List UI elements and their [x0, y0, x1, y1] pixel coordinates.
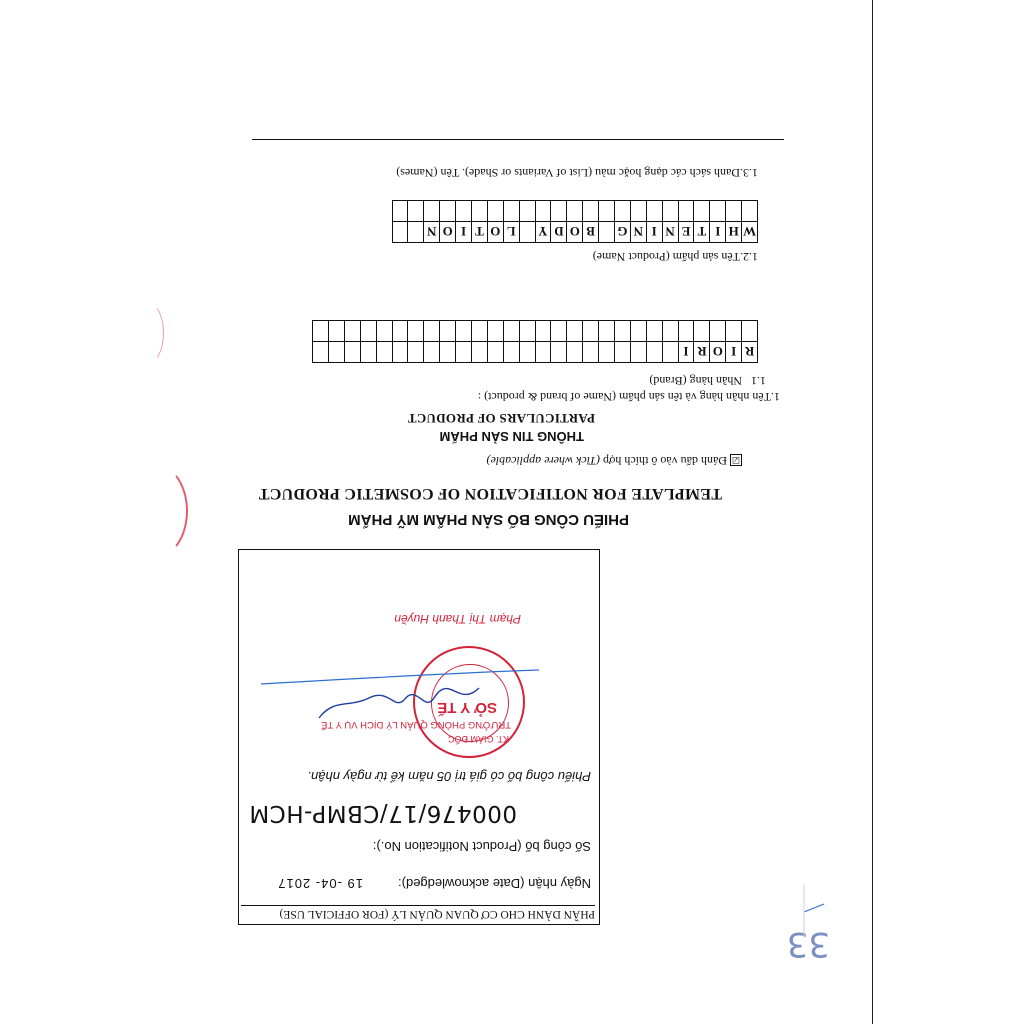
date-acknowledged-value: 19 -04- 2017 — [277, 876, 363, 891]
letter-cell — [725, 200, 741, 221]
letter-cell — [471, 341, 487, 362]
letter-cell — [614, 200, 630, 221]
letter-cell — [392, 221, 408, 242]
letter-cell — [487, 341, 503, 362]
letter-cell: E — [678, 221, 694, 242]
letter-cell — [360, 341, 376, 362]
letter-cell — [535, 320, 551, 341]
letter-cell — [598, 320, 614, 341]
letter-cell: R — [693, 341, 709, 362]
letter-cell — [407, 320, 423, 341]
letter-cell — [392, 320, 408, 341]
letter-cell — [360, 320, 376, 341]
letter-cell — [566, 320, 582, 341]
letter-cell: O — [709, 341, 725, 362]
margin-pen-mark — [794, 874, 874, 944]
section-title-vi: THÔNG TIN SẢN PHẨM — [439, 429, 584, 444]
tick-instruction — [486, 453, 742, 468]
letter-cell — [646, 200, 662, 221]
letter-cell — [519, 200, 535, 221]
letter-cell — [630, 320, 646, 341]
letter-cell — [487, 200, 503, 221]
letter-cell — [630, 200, 646, 221]
letter-cell: O — [566, 221, 582, 242]
seal-center-text: SỞ Y TẾ — [437, 699, 497, 716]
letter-cell: R — [741, 341, 757, 362]
letter-cell — [328, 341, 344, 362]
letter-cell — [709, 320, 725, 341]
letter-cell — [312, 341, 328, 362]
letter-cell: I — [678, 341, 694, 362]
letter-cell — [535, 200, 551, 221]
letter-cell — [725, 320, 741, 341]
letter-cell — [455, 320, 471, 341]
letter-cell — [646, 320, 662, 341]
letter-cell — [407, 200, 423, 221]
item-1-3-label: 1.3.Danh sách các dạng hoặc màu (List of Variants or Shade). Tên (Names) — [396, 166, 758, 180]
letter-cell: D — [550, 221, 566, 242]
letter-cell: N — [630, 221, 646, 242]
letter-cell — [550, 341, 566, 362]
letter-cell — [439, 341, 455, 362]
product-letter-grid — [392, 221, 758, 243]
letter-cell — [550, 200, 566, 221]
signer-name: Phạm Thị Thanh Huyền — [394, 612, 521, 626]
letter-cell: T — [693, 221, 709, 242]
item-1-1-label: Nhãn hàng (Brand) — [649, 374, 742, 388]
notification-number-value: 000476/17/CBMP-HCM — [248, 800, 517, 826]
letter-cell: I — [725, 341, 741, 362]
letter-cell: I — [646, 221, 662, 242]
product-letter-grid-row2 — [392, 200, 758, 222]
letter-cell — [455, 200, 471, 221]
letter-cell — [439, 200, 455, 221]
letter-cell — [407, 221, 423, 242]
letter-cell — [678, 320, 694, 341]
letter-cell — [503, 341, 519, 362]
tick-instruction-text: Đánh dấu vào ô thích hợp — [603, 454, 727, 468]
item-1-1-number: 1.1 — [751, 374, 766, 388]
letter-cell: B — [582, 221, 598, 242]
letter-cell — [407, 341, 423, 362]
notification-number-label: Số công bố (Product Notification No.): — [372, 839, 591, 854]
official-use-header: PHẦN DÀNH CHO CƠ QUAN QUẢN LÝ (FOR OFFICIAL USE) — [241, 905, 595, 920]
letter-cell — [614, 341, 630, 362]
letter-cell: O — [487, 221, 503, 242]
official-use-box — [238, 549, 600, 925]
letter-cell — [741, 320, 757, 341]
item-1-3-rule — [252, 139, 784, 140]
letter-cell — [582, 341, 598, 362]
margin-page-note: 33 — [786, 924, 830, 964]
letter-cell: H — [725, 221, 741, 242]
letter-cell: I — [455, 221, 471, 242]
stamp-title-line2: TRƯỞNG PHÒNG QUẢN LÝ DỊCH VỤ Y TẾ — [321, 719, 511, 730]
form-title-vi: PHIẾU CÔNG BỐ SẢN PHẨM MỸ PHẨM — [348, 511, 629, 528]
letter-cell: W — [741, 221, 757, 242]
letter-cell — [598, 221, 614, 242]
letter-cell — [678, 200, 694, 221]
letter-cell — [598, 200, 614, 221]
brand-letter-grid — [312, 341, 758, 363]
letter-cell — [693, 200, 709, 221]
letter-cell — [519, 221, 535, 242]
letter-cell — [582, 320, 598, 341]
letter-cell — [392, 341, 408, 362]
letter-cell — [376, 320, 392, 341]
stamp-title-line1: KT. GIÁM ĐỐC — [447, 734, 509, 744]
letter-cell — [646, 341, 662, 362]
letter-cell — [662, 320, 678, 341]
form-title-en: TEMPLATE FOR NOTIFICATION OF COSMETIC PRODUCT — [258, 485, 722, 502]
letter-cell — [693, 320, 709, 341]
item-1-2-label: 1.2.Tên sản phẩm (Product Name) — [592, 250, 758, 264]
brand-letter-grid-row2 — [312, 320, 758, 342]
handwritten-signature — [259, 658, 599, 728]
letter-cell — [503, 320, 519, 341]
letter-cell: Y — [535, 221, 551, 242]
letter-cell — [471, 200, 487, 221]
letter-cell — [455, 341, 471, 362]
tick-instruction-en: (Tick where applicable) — [486, 454, 601, 468]
item-1-label: 1.Tên nhãn hàng và tên sản phẩm (Name of brand & product) : — [477, 390, 780, 404]
letter-cell: L — [503, 221, 519, 242]
letter-cell — [423, 200, 439, 221]
letter-cell — [582, 200, 598, 221]
letter-cell — [535, 341, 551, 362]
letter-cell — [614, 320, 630, 341]
letter-cell — [519, 341, 535, 362]
letter-cell — [328, 320, 344, 341]
letter-cell — [344, 320, 360, 341]
letter-cell — [566, 200, 582, 221]
edge-seal-partial — [124, 464, 188, 558]
letter-cell — [423, 341, 439, 362]
validity-note: Phiếu công bố có giá trị 05 năm kể từ ngày nhận. — [307, 769, 591, 784]
page-edge-line — [872, 0, 873, 1024]
letter-cell — [344, 341, 360, 362]
letter-cell — [471, 320, 487, 341]
date-acknowledged-label: Ngày nhận (Date acknowledged): — [398, 876, 591, 891]
letter-cell: G — [614, 221, 630, 242]
letter-cell — [662, 341, 678, 362]
letter-cell — [519, 320, 535, 341]
letter-cell — [630, 341, 646, 362]
letter-cell — [423, 320, 439, 341]
letter-cell — [566, 341, 582, 362]
letter-cell — [550, 320, 566, 341]
edge-seal-faint — [132, 302, 164, 364]
letter-cell — [376, 341, 392, 362]
letter-cell — [741, 200, 757, 221]
letter-cell: T — [471, 221, 487, 242]
checked-box-icon: ☑ — [731, 454, 741, 465]
letter-cell: I — [709, 221, 725, 242]
letter-cell: N — [662, 221, 678, 242]
item-1-1 — [649, 373, 766, 388]
letter-cell — [709, 200, 725, 221]
letter-cell — [312, 320, 328, 341]
letter-cell — [598, 341, 614, 362]
letter-cell — [503, 200, 519, 221]
letter-cell: N — [423, 221, 439, 242]
letter-cell — [392, 200, 408, 221]
letter-cell: O — [439, 221, 455, 242]
letter-cell — [487, 320, 503, 341]
letter-cell — [439, 320, 455, 341]
letter-cell — [662, 200, 678, 221]
section-title-en: PARTICULARS OF PRODUCT — [407, 411, 595, 426]
